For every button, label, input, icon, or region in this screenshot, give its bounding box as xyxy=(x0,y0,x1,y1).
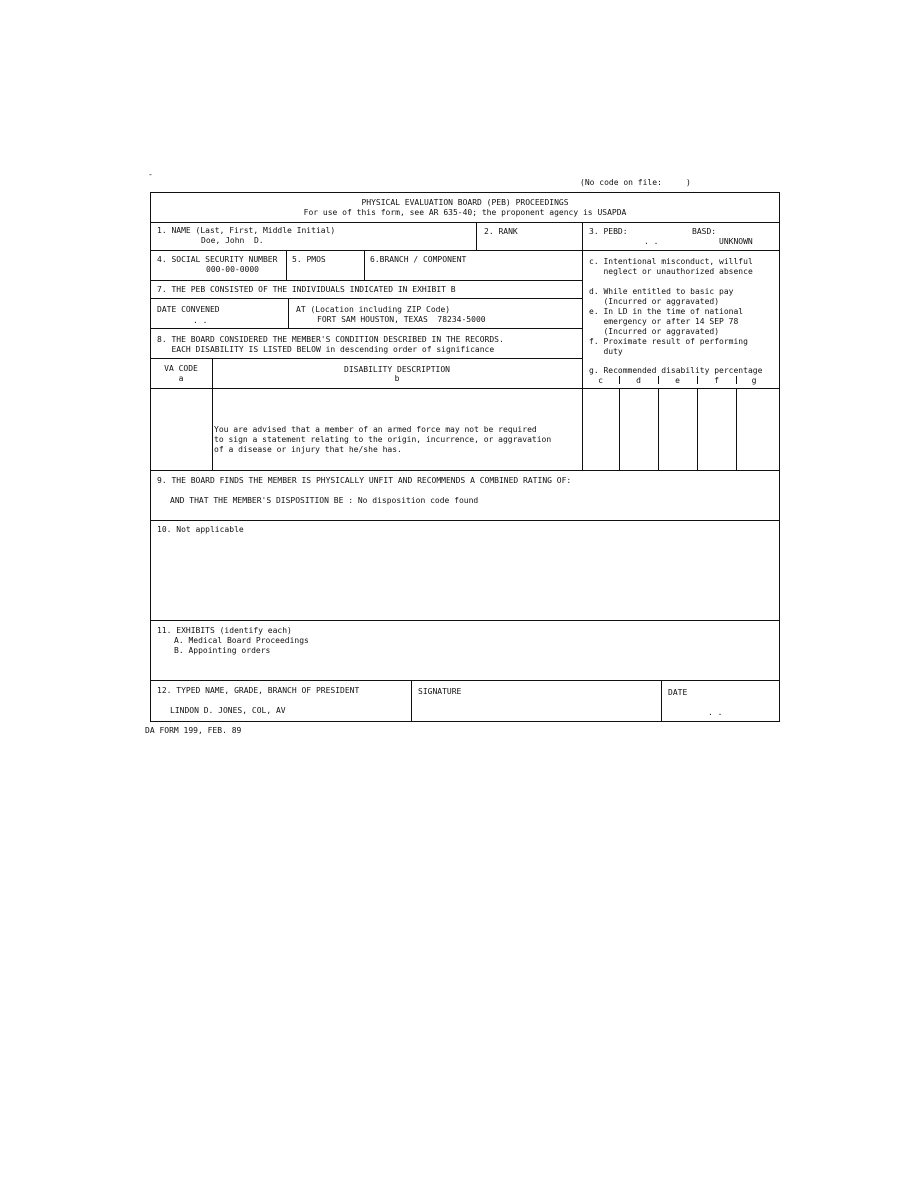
rule xyxy=(150,358,582,359)
rule xyxy=(411,680,412,722)
date-value: . . xyxy=(708,708,723,717)
disability-description-letter: b xyxy=(394,374,400,383)
exhibit-a: A. Medical Board Proceedings xyxy=(174,636,309,645)
rank-label: 2. RANK xyxy=(484,227,518,236)
advice-line1: You are advised that a member of an armed force may not be required xyxy=(214,425,537,434)
col-g-letter: g xyxy=(751,376,757,385)
pebd-label: 3. PEBD: xyxy=(589,227,628,236)
va-code-header: VA CODE xyxy=(164,364,198,373)
president-label: 12. TYPED NAME, GRADE, BRANCH OF PRESIDENT xyxy=(157,686,360,695)
branch-label: 6.BRANCH / COMPONENT xyxy=(370,255,467,264)
code-f-line2: duty xyxy=(589,347,623,356)
rule xyxy=(150,280,582,281)
rule xyxy=(476,222,477,250)
board-considered-line2: EACH DISABILITY IS LISTED BELOW in descending order of significance xyxy=(157,345,495,354)
col-f-letter: f xyxy=(714,376,719,385)
rule xyxy=(582,222,583,470)
col-e-letter: e xyxy=(675,376,680,385)
name-label: 1. NAME (Last, First, Middle Initial) xyxy=(157,226,336,235)
va-code-letter: a xyxy=(178,374,184,383)
basd-label: BASD: xyxy=(692,227,717,236)
date-convened-value: . . xyxy=(193,316,208,325)
stray-mark: - xyxy=(148,170,153,179)
rule xyxy=(697,388,698,470)
code-f-line1: f. Proximate result of performing xyxy=(589,337,748,346)
rule xyxy=(619,388,620,470)
no-code-note: (No code on file: ) xyxy=(580,178,691,187)
code-d-line1: d. While entitled to basic pay xyxy=(589,287,734,296)
board-considered-line1: 8. THE BOARD CONSIDERED THE MEMBER'S CONDITION DESCRIBED IN THE RECORDS. xyxy=(157,335,504,344)
rule xyxy=(364,250,365,280)
rule xyxy=(736,388,737,470)
form-id: DA FORM 199, FEB. 89 xyxy=(145,726,242,735)
date-label: DATE xyxy=(668,688,688,697)
rule xyxy=(658,388,659,470)
item10-text: 10. Not applicable xyxy=(157,525,244,534)
advice-line2: to sign a statement relating to the origin, incurrence, or aggravation xyxy=(214,435,552,444)
ssn-label: 4. SOCIAL SECURITY NUMBER xyxy=(157,255,278,264)
pmos-label: 5. PMOS xyxy=(292,255,326,264)
disposition-line: AND THAT THE MEMBER'S DISPOSITION BE : No disposition code found xyxy=(170,496,479,505)
rule xyxy=(150,298,582,299)
rule xyxy=(661,680,662,722)
president-name: LINDON D. JONES, COL, AV xyxy=(170,706,286,715)
rule xyxy=(150,620,780,621)
form-title: PHYSICAL EVALUATION BOARD (PEB) PROCEEDINGS xyxy=(361,198,569,207)
peb-members-label: 7. THE PEB CONSISTED OF THE INDIVIDUALS INDICATED IN EXHIBIT B xyxy=(157,285,456,294)
rule xyxy=(150,388,780,389)
signature-label: SIGNATURE xyxy=(418,687,462,696)
advice-line3: of a disease or injury that he/she has. xyxy=(214,445,402,454)
rule xyxy=(150,328,582,329)
code-e-line3: (Incurred or aggravated) xyxy=(589,327,720,336)
location-value: FORT SAM HOUSTON, TEXAS 78234-5000 xyxy=(317,315,486,324)
exhibits-label: 11. EXHIBITS (identify each) xyxy=(157,626,292,635)
rule xyxy=(150,680,780,681)
rule xyxy=(288,298,289,328)
code-g-label: g. Recommended disability percentage xyxy=(589,366,763,375)
rule xyxy=(150,520,780,521)
rule xyxy=(150,222,780,223)
rule xyxy=(150,250,780,251)
exhibit-b: B. Appointing orders xyxy=(174,646,271,655)
form-subtitle: For use of this form, see AR 635-40; the proponent agency is USAPDA xyxy=(303,208,627,217)
col-d-letter: d xyxy=(636,376,641,385)
code-c-line2: neglect or unauthorized absence xyxy=(589,267,753,276)
ssn-value: 000-00-0000 xyxy=(206,265,259,274)
col-c-letter: c xyxy=(598,376,603,385)
date-convened-label: DATE CONVENED xyxy=(157,305,220,314)
disability-description-header: DISABILITY DESCRIPTION xyxy=(344,365,450,374)
pebd-value: . . xyxy=(644,237,659,246)
rule xyxy=(286,250,287,280)
code-e-line2: emergency or after 14 SEP 78 xyxy=(589,317,739,326)
code-d-line2: (Incurred or aggravated) xyxy=(589,297,720,306)
finding-line1: 9. THE BOARD FINDS THE MEMBER IS PHYSICALLY UNFIT AND RECOMMENDS A COMBINED RATING OF: xyxy=(157,476,572,485)
location-label: AT (Location including ZIP Code) xyxy=(296,305,451,314)
name-value: Doe, John D. xyxy=(201,236,264,245)
rule xyxy=(150,470,780,471)
code-c-line1: c. Intentional misconduct, willful xyxy=(589,257,753,266)
basd-value: UNKNOWN xyxy=(719,237,753,246)
code-e-line1: e. In LD in the time of national xyxy=(589,307,744,316)
